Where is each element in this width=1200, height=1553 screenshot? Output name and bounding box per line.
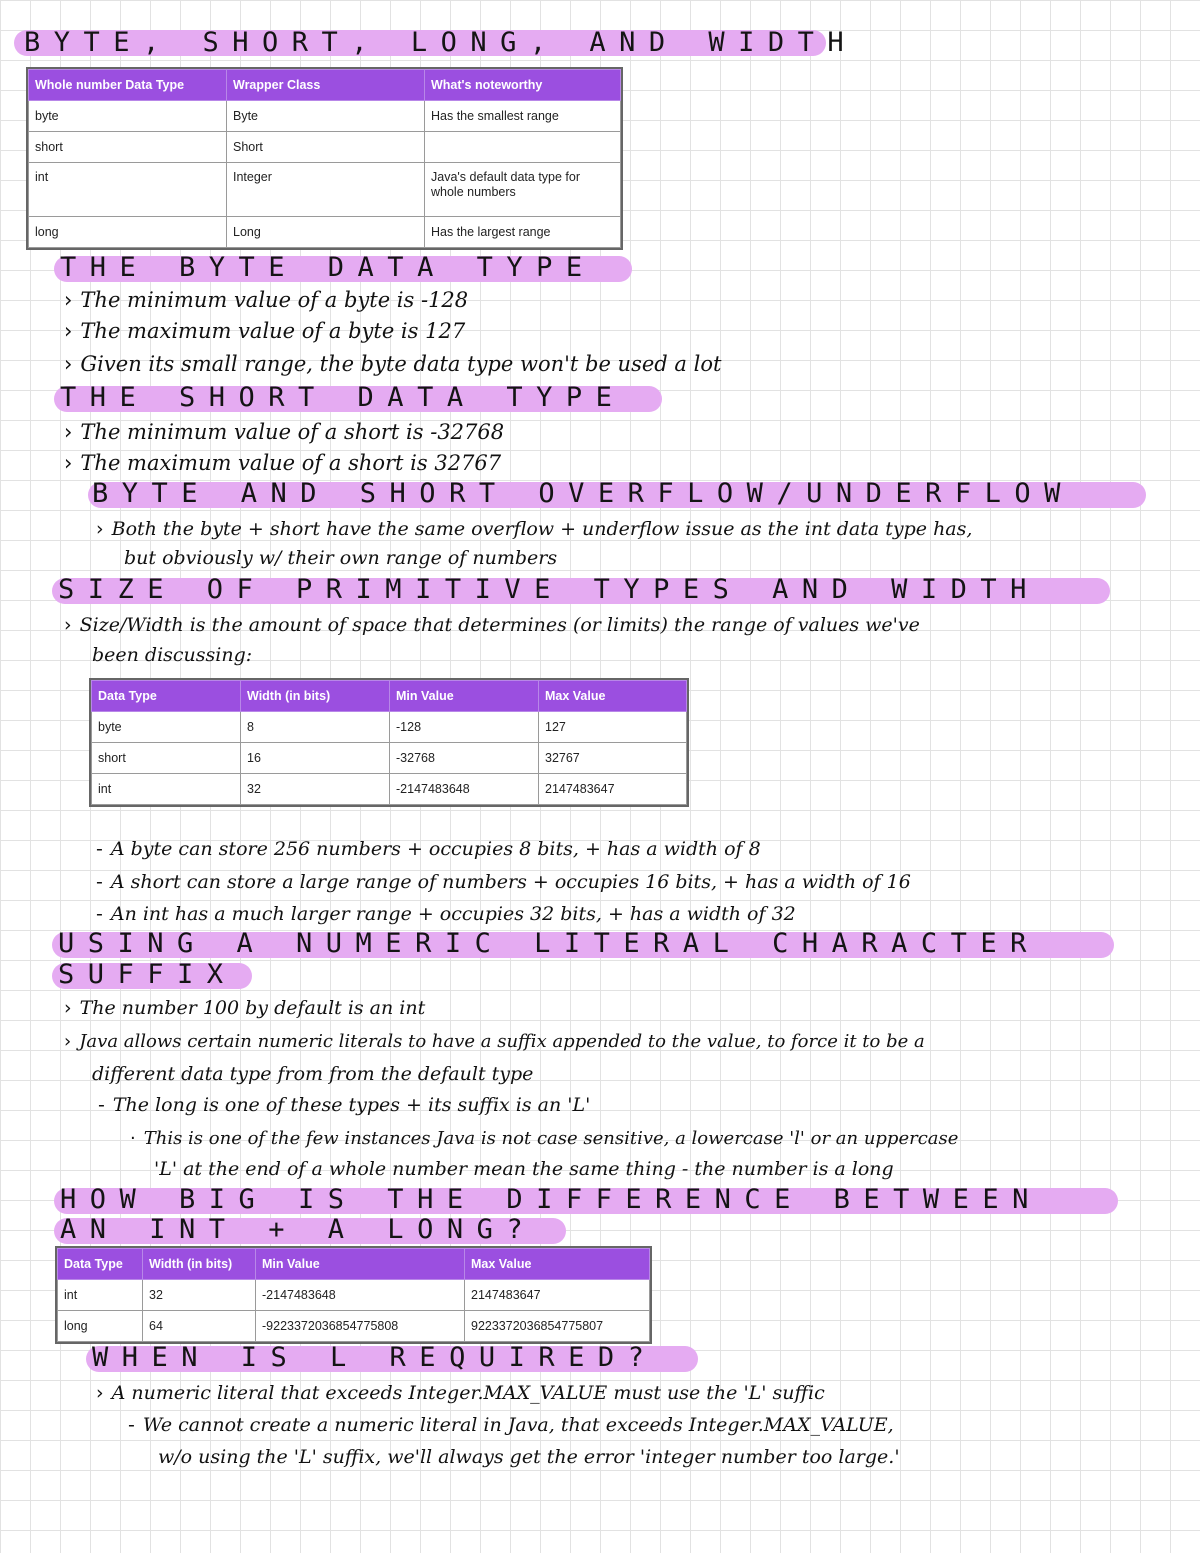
width-table <box>91 680 687 805</box>
note-byte-min <box>64 285 468 315</box>
note-text: but obviously w/ their own range of numbers <box>124 547 558 569</box>
bullet-icon: › <box>64 420 73 444</box>
note-text: Size/Width is the amount of space that determines (or limits) the range of values we've <box>79 614 920 636</box>
note-width-short <box>96 867 911 897</box>
table-header-row <box>58 1249 650 1280</box>
page-title: BYTE, SHORT, LONG, AND WIDTH <box>24 27 858 58</box>
note-text: Both the byte + short have the same overflow + underflow issue as the int data type has, <box>111 518 973 540</box>
note-l-req-3 <box>158 1442 900 1472</box>
table-row <box>58 1311 650 1342</box>
bullet-icon: › <box>64 1031 72 1052</box>
section-heading-size: SIZE OF PRIMITIVE TYPES AND WIDTH <box>58 574 1040 605</box>
note-text: A byte can store 256 numbers + occupies 8 bits, + has a width of 8 <box>110 838 761 860</box>
table-cell: 64 <box>143 1311 256 1342</box>
table-header-cell: Data Type <box>58 1249 143 1280</box>
section-heading-difference: HOW BIG IS THE DIFFERENCE BETWEEN <box>60 1184 1042 1215</box>
table-row <box>29 132 621 163</box>
bullet-icon: › <box>64 451 73 475</box>
table-cell: Integer <box>227 163 425 217</box>
table-header-cell: Width (in bits) <box>143 1249 256 1280</box>
note-text: The maximum value of a short is 32767 <box>80 451 502 475</box>
table-cell: -32768 <box>390 743 539 774</box>
bullet-icon: › <box>64 352 73 376</box>
wrapper-class-table <box>28 69 621 248</box>
bullet-icon: - <box>128 1414 135 1436</box>
bullet-icon: › <box>64 614 72 636</box>
note-text: An int has a much larger range + occupies 32 bits, + has a width of 32 <box>110 903 796 925</box>
note-text: w/o using the 'L' suffix, we'll always get the error 'integer number too large.' <box>158 1446 900 1468</box>
table-cell: Short <box>227 132 425 163</box>
note-text: The number 100 by default is an int <box>79 997 426 1019</box>
table-header-cell: Whole number Data Type <box>29 70 227 101</box>
note-suffix-allow-2 <box>92 1059 533 1089</box>
note-text: The maximum value of a byte is 127 <box>80 319 466 343</box>
note-suffix-allow-1 <box>64 1027 925 1057</box>
section-heading-l-required: WHEN IS L REQUIRED? <box>92 1342 658 1373</box>
note-text: been discussing: <box>92 644 253 666</box>
table-cell: 32 <box>241 774 390 805</box>
note-width-int <box>96 899 796 929</box>
note-text: A short can store a large range of numbers + occupies 16 bits, + has a width of 16 <box>110 871 911 893</box>
bullet-icon: - <box>96 838 103 860</box>
int-long-table <box>57 1248 650 1342</box>
note-suffix-default <box>64 993 425 1023</box>
table-cell: 16 <box>241 743 390 774</box>
table-cell: 2147483647 <box>539 774 687 805</box>
note-suffix-case-2 <box>154 1154 894 1184</box>
table-header-cell: Max Value <box>465 1249 650 1280</box>
table-cell: Java's default data type for whole numbers <box>425 163 621 217</box>
table-row <box>29 217 621 248</box>
table-row <box>92 774 687 805</box>
table-cell: short <box>92 743 241 774</box>
table-header-cell: Width (in bits) <box>241 681 390 712</box>
table-cell: -2147483648 <box>390 774 539 805</box>
table-header-cell: Min Value <box>256 1249 465 1280</box>
table-row <box>29 163 621 217</box>
note-size-2 <box>92 640 252 670</box>
section-heading-difference-cont: AN INT + A LONG? <box>60 1214 537 1245</box>
table-row <box>92 743 687 774</box>
bullet-icon: · <box>130 1128 136 1149</box>
note-byte-max <box>64 316 465 346</box>
note-text: The minimum value of a byte is -128 <box>80 288 469 312</box>
table-cell: Long <box>227 217 425 248</box>
section-heading-overflow: BYTE AND SHORT OVERFLOW/UNDERFLOW <box>92 478 1074 509</box>
table-row <box>92 712 687 743</box>
table-cell: int <box>92 774 241 805</box>
section-heading-byte: THE BYTE DATA TYPE <box>60 252 596 283</box>
table-header-cell: Max Value <box>539 681 687 712</box>
table-cell: int <box>29 163 227 217</box>
table-cell: short <box>29 132 227 163</box>
table-header-cell: Data Type <box>92 681 241 712</box>
note-text: The minimum value of a short is -32768 <box>80 420 505 444</box>
table-cell: 127 <box>539 712 687 743</box>
table-cell: Byte <box>227 101 425 132</box>
table-header-row <box>92 681 687 712</box>
table-cell: 32767 <box>539 743 687 774</box>
table-cell: -128 <box>390 712 539 743</box>
table-cell: -2147483648 <box>256 1280 465 1311</box>
table-header-row <box>29 70 621 101</box>
note-suffix-case-1 <box>130 1124 958 1154</box>
note-overflow-1 <box>96 514 972 544</box>
section-heading-suffix-cont: SUFFIX <box>58 959 237 990</box>
table-cell: 9223372036854775807 <box>465 1311 650 1342</box>
table-cell: byte <box>29 101 227 132</box>
note-width-byte <box>96 834 761 864</box>
table-cell: -9223372036854775808 <box>256 1311 465 1342</box>
bullet-icon: › <box>96 518 104 540</box>
bullet-icon: - <box>96 871 103 893</box>
note-l-req-1 <box>96 1378 825 1408</box>
table-cell: long <box>58 1311 143 1342</box>
table-cell: 2147483647 <box>465 1280 650 1311</box>
table-header-cell: Wrapper Class <box>227 70 425 101</box>
table-row <box>58 1280 650 1311</box>
table-cell <box>425 132 621 163</box>
table-cell: 8 <box>241 712 390 743</box>
table-cell: long <box>29 217 227 248</box>
note-short-max <box>64 448 501 478</box>
table-cell: Has the smallest range <box>425 101 621 132</box>
note-size-1 <box>64 610 920 640</box>
note-text: Given its small range, the byte data type won't be used a lot <box>80 352 722 376</box>
table-row <box>29 101 621 132</box>
note-overflow-2 <box>124 543 557 573</box>
table-cell: byte <box>92 712 241 743</box>
note-text: This is one of the few instances Java is not case sensitive, a lowercase 'l' or an uppercase <box>143 1128 959 1149</box>
note-text: A numeric literal that exceeds Integer.MAX_VALUE must use the 'L' suffic <box>111 1382 825 1404</box>
table-header-cell: Min Value <box>390 681 539 712</box>
note-short-min <box>64 417 504 447</box>
table-cell: int <box>58 1280 143 1311</box>
bullet-icon: › <box>64 288 73 312</box>
bullet-icon: - <box>96 903 103 925</box>
note-text: The long is one of these types + its suffix is an 'L' <box>112 1094 591 1116</box>
note-text: different data type from from the default type <box>92 1063 534 1085</box>
section-heading-short: THE SHORT DATA TYPE <box>60 382 626 413</box>
note-text: We cannot create a numeric literal in Java, that exceeds Integer.MAX_VALUE, <box>142 1414 894 1436</box>
bullet-icon: - <box>98 1094 105 1116</box>
bullet-icon: › <box>96 1382 104 1404</box>
table-cell: Has the largest range <box>425 217 621 248</box>
bullet-icon: › <box>64 997 72 1019</box>
table-cell: 32 <box>143 1280 256 1311</box>
note-l-req-2 <box>128 1410 894 1440</box>
note-text: 'L' at the end of a whole number mean the same thing - the number is a long <box>154 1158 894 1180</box>
note-text: Java allows certain numeric literals to have a suffix appended to the value, to force it to be a <box>79 1031 925 1052</box>
bullet-icon: › <box>64 319 73 343</box>
note-byte-usage <box>64 349 721 379</box>
note-suffix-long <box>98 1090 590 1120</box>
section-heading-suffix: USING A NUMERIC LITERAL CHARACTER <box>58 928 1040 959</box>
table-header-cell: What's noteworthy <box>425 70 621 101</box>
